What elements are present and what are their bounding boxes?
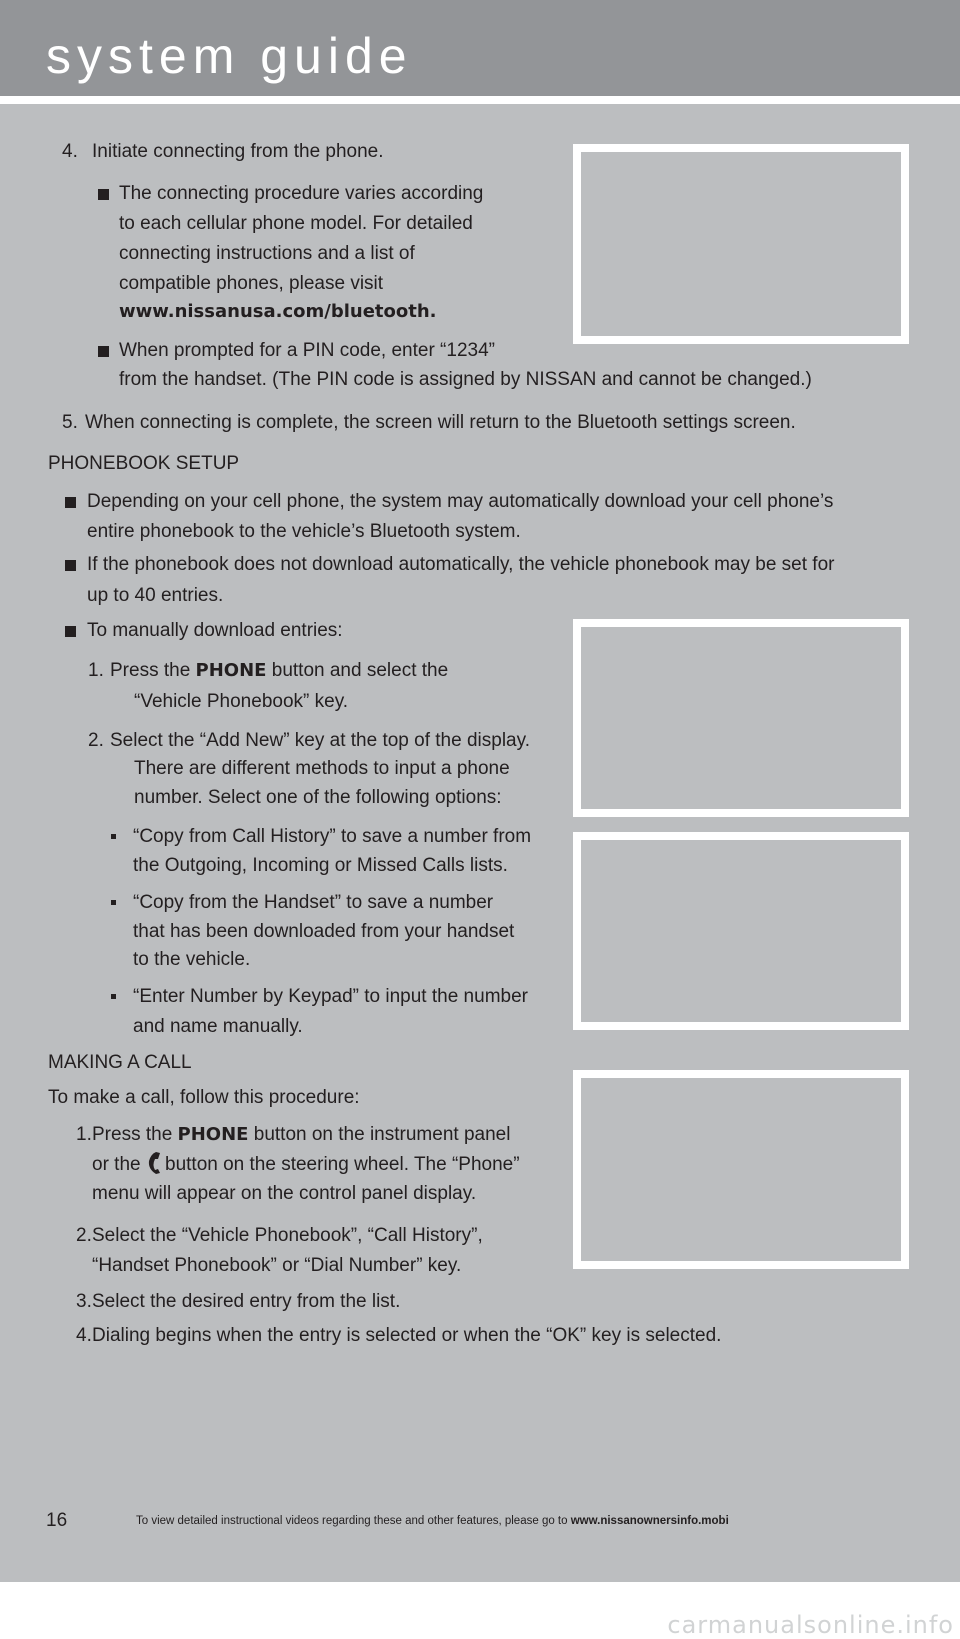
page-title: system guide: [46, 28, 413, 84]
step-text-pre: Press the: [110, 660, 191, 681]
step-text-line: Dialing begins when the entry is selected or when the “OK” key is selected.: [92, 1325, 722, 1346]
phone-button-label: PHONE: [195, 660, 267, 681]
screen-image-3: [573, 832, 909, 1030]
footer-text: To view detailed instructional videos regarding these and other features, please go to: [136, 1515, 568, 1527]
page-number: 16: [46, 1510, 68, 1531]
step-text-line: There are different methods to input a phone: [134, 758, 510, 779]
option-text-line: “Enter Number by Keypad” to input the number: [133, 986, 528, 1007]
phone-button-label: PHONE: [177, 1124, 249, 1145]
screen-image-4: [573, 1070, 909, 1269]
bullet-text-line: entire phonebook to the vehicle’s Bluetooth system.: [87, 521, 521, 542]
option-text-line: and name manually.: [133, 1016, 303, 1037]
step-text-line: Select the desired entry from the list.: [92, 1291, 401, 1312]
step-text-line: number. Select one of the following options:: [134, 787, 502, 808]
footer-note: [136, 1513, 729, 1529]
step-text-line: button on the steering wheel. The “Phone”: [165, 1154, 520, 1175]
making-call-heading: MAKING A CALL: [48, 1052, 192, 1073]
bullet-text-line: If the phonebook does not download automatically, the vehicle phonebook may be set for: [87, 554, 835, 575]
bullet-text-line: connecting instructions and a list of: [119, 243, 415, 264]
bullet-icon: [65, 560, 76, 571]
step-number: 3.: [76, 1291, 92, 1312]
step-text-line: “Vehicle Phonebook” key.: [134, 691, 349, 712]
step-text-line: “Handset Phonebook” or “Dial Number” key.: [92, 1255, 462, 1276]
step-number: 2.: [88, 730, 104, 751]
bullet-text-line: Depending on your cell phone, the system may automatically download your cell phone’s: [87, 491, 834, 512]
bullet-icon: [98, 346, 109, 357]
bullet-text-line: When prompted for a PIN code, enter “1234”: [119, 340, 495, 361]
screen-image-1: [573, 144, 909, 344]
step-text-line: menu will appear on the control panel display.: [92, 1183, 477, 1204]
step-text-post: button on the instrument panel: [253, 1124, 511, 1145]
bullet-text-line: to each cellular phone model. For detailed: [119, 213, 473, 234]
option-text-line: “Copy from Call History” to save a number from: [133, 826, 532, 847]
option-text-line: the Outgoing, Incoming or Missed Calls lists.: [133, 855, 508, 876]
step-text-line: Select the “Vehicle Phonebook”, “Call History”,: [92, 1225, 483, 1246]
step-number: 4.: [62, 141, 78, 162]
step-number: 4.: [76, 1325, 92, 1346]
option-text-line: “Copy from the Handset” to save a number: [133, 892, 494, 913]
bullet-icon: [65, 626, 76, 637]
header-divider: [0, 96, 960, 104]
step-text-line: or the: [92, 1154, 141, 1175]
phonebook-heading: PHONEBOOK SETUP: [48, 453, 240, 474]
step-text-post: button and select the: [271, 660, 449, 681]
step-text: When connecting is complete, the screen will return to the Bluetooth settings screen.: [85, 412, 796, 433]
step-number: 1.: [76, 1124, 92, 1145]
bullet-text-line: up to 40 entries.: [87, 585, 224, 606]
step-number: 2.: [76, 1225, 92, 1246]
footer-link[interactable]: www.nissanownersinfo.mobi: [570, 1515, 729, 1527]
bullet-text-line: To manually download entries:: [87, 620, 343, 641]
watermark: carmanualsonline.info: [667, 1611, 954, 1639]
step-text-line: [110, 660, 448, 682]
option-dot: [111, 900, 116, 905]
phone-handset-icon: [146, 1151, 162, 1175]
bullet-text-line: from the handset. (The PIN code is assigned by NISSAN and cannot be changed.): [119, 369, 812, 390]
step-text: Initiate connecting from the phone.: [92, 141, 384, 162]
bullet-icon: [98, 189, 109, 200]
step-number: 5.: [62, 412, 78, 433]
screen-image-2: [573, 619, 909, 817]
making-call-intro: To make a call, follow this procedure:: [48, 1087, 360, 1108]
bullet-text-line: The connecting procedure varies according: [119, 183, 484, 204]
option-dot: [111, 834, 116, 839]
step-text-pre: Press the: [92, 1124, 173, 1145]
option-text-line: that has been downloaded from your handset: [133, 921, 515, 942]
step-number: 1.: [88, 660, 104, 681]
step-text-line: [92, 1124, 510, 1146]
bluetooth-link[interactable]: www.nissanusa.com/bluetooth.: [119, 301, 437, 322]
step-text-line: Select the “Add New” key at the top of the display.: [110, 730, 530, 751]
bullet-text-line: compatible phones, please visit: [119, 273, 384, 294]
bullet-icon: [65, 497, 76, 508]
option-text-line: to the vehicle.: [133, 949, 251, 970]
option-dot: [111, 994, 116, 999]
